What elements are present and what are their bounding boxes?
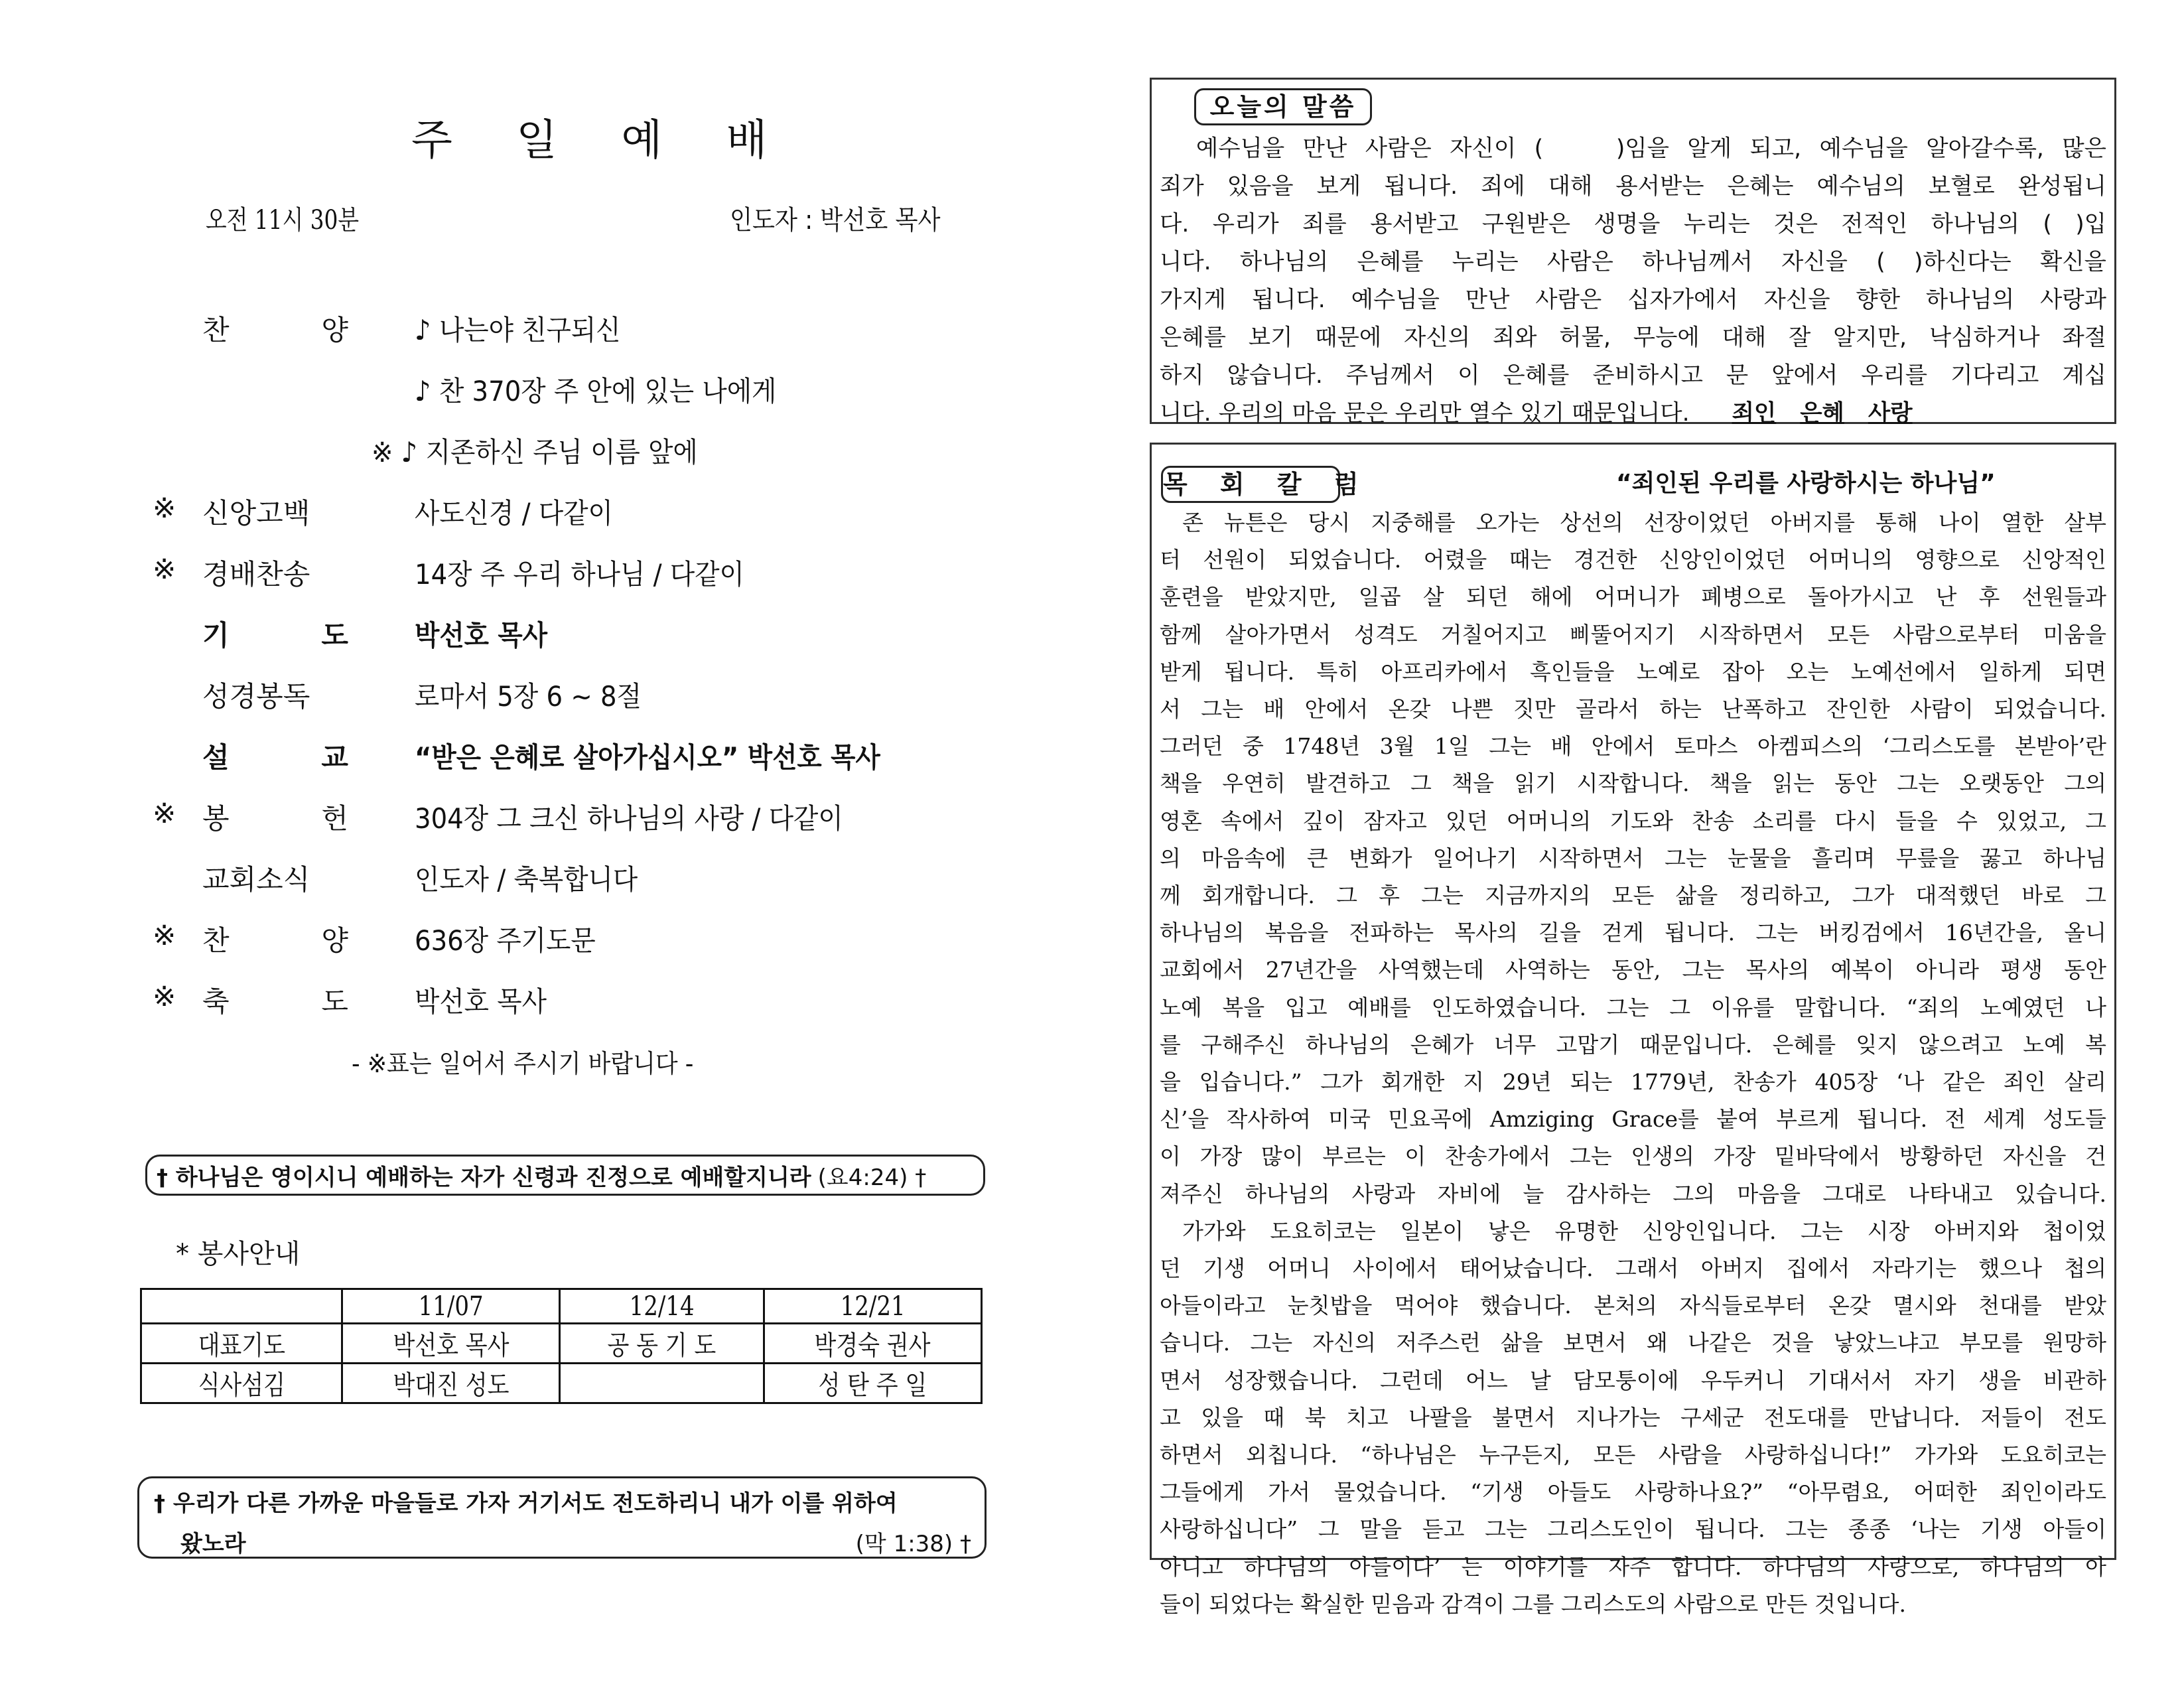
text-line: 니다. 하나님의 은혜를 누리는 사람은 하나님께서 자신을 ( )하신다는 확신을 [1160,249,2106,275]
text-line: 하면서 외칩니다. “하나님은 누구든지, 모든 사람을 사랑하십니다!” 가가와 도요히코는 [1160,1442,2106,1468]
table-row [141,1364,982,1403]
keyword: 죄인 [1732,400,1777,427]
stand-mark: ※ [153,797,176,829]
table-cell: 대표기도 [141,1324,342,1364]
table-cell: 박선호 목사 [342,1324,560,1364]
pastoral-column-tag: 목 회 칼 럼 [1161,466,1340,503]
table-cell: 성 탄 주 일 [764,1364,981,1403]
verse-text-continued: 왔노라 [180,1531,246,1557]
verse-box-mark [137,1476,987,1559]
text-line: 그들에게 가서 물었습니다. “기생 아들도 사랑하나요?” “아무렴요, 어떠한 죄인이라도 [1160,1479,2106,1506]
order-item [153,309,1048,370]
text-line: 가지게 됩니다. 예수님을 만난 사람은 십자가에서 자신을 향한 하나님의 사랑과 [1160,287,2106,313]
order-value: 636장 주기도문 [415,924,596,957]
stand-mark: ※ [372,436,393,468]
text-line: 사랑하십니다” 그 말을 듣고 그는 그리스도인이 됩니다. 그는 종종 ‘나는 기생 아들이 [1160,1516,2106,1543]
text-line: 니다. 우리의 마음 문은 우리만 열수 있기 때문입니다. 죄인 은혜 사랑 [1160,395,2106,433]
text-line: 함께 살아가면서 성격도 거칠어지고 삐뚤어지기 시작하면서 모든 사람으로부터 미움을 [1160,621,2106,648]
table-cell: 공 동 기 도 [560,1324,764,1364]
order-item [153,431,1048,492]
order-value: ♪ 나는야 친구되신 [415,314,621,346]
order-value: 14장 주 우리 하나님 / 다같이 [415,558,744,591]
todays-word-box [1150,78,2116,427]
text-line: 던 기생 어머니 사이에서 태어났습니다. 그래서 아버지 집에서 자라기는 했으나 첩의 [1160,1255,2106,1282]
order-value: 사도신경 / 다같이 [415,497,613,529]
text-line: 이 가장 많이 부르는 이 찬송가에서 그는 인생의 가장 밑바닥에서 방황하던 자신을 건 [1160,1143,2106,1170]
order-item [153,553,1048,614]
service-guide-table [140,1288,983,1404]
todays-word-text [1160,130,2106,433]
table-cell [560,1364,764,1403]
order-label: 찬 양 [202,924,348,957]
worship-time: 오전 11시 30분 [206,205,360,236]
text-line: 예수님을 만난 사람은 자신이 ( )임을 알게 되고, 예수님을 알아갈수록, 많은 [1160,135,2106,162]
text-line: 을 입습니다.” 그가 회개한 지 29년 되는 1779년, 찬송가 405장 ‘나 같은 죄인 살리 [1160,1069,2106,1095]
stand-mark: ※ [153,980,176,1013]
table-header-cell [141,1289,342,1324]
table-row [141,1324,982,1364]
text-line: 들이 되었다는 확실한 믿음과 감격이 그를 그리스도의 사람으로 만든 것입니다. [1160,1590,1906,1617]
order-label: 경배찬송 [202,558,310,591]
order-item [153,858,1048,919]
text-line: 하지 않습니다. 주님께서 이 은혜를 준비하시고 문 앞에서 우리를 기다리고 계십 [1160,362,2106,389]
stand-mark: ※ [153,919,176,952]
table-header-cell: 12/14 [560,1289,764,1324]
text-line: 아니고 하나님의 아들이다’ 는 이야기를 자주 합니다. 하나님의 사랑으로, 하나님의 아 [1160,1553,2106,1580]
text-line: 하나님의 복음을 전파하는 목사의 길을 걷게 됩니다. 그는 버킹검에서 16년간을, 올니 [1160,920,2106,946]
text-line: 그러던 중 1748년 3월 1일 그는 배 안에서 토마스 아켐피스의 ‘그리스도를 본받아’란 [1160,733,2106,760]
order-value: 박선호 목사 [415,619,548,652]
order-label: 신앙고백 [202,497,310,529]
service-guide-heading: * 봉사안내 [176,1239,301,1269]
order-value: 박선호 목사 [415,985,547,1018]
order-value: ※ ♪ 지존하신 주님 이름 앞에 [372,436,698,468]
order-value: 304장 그 크신 하나님의 사랑 / 다같이 [415,802,843,835]
text-line: 의 마음속에 큰 변화가 일어나기 시작하면서 그는 눈물을 흘리며 무릎을 꿇고 하나님 [1160,845,2106,871]
verse-box-john [145,1155,985,1196]
order-label: 설 교 [202,741,348,774]
text-line: 신’을 작사하여 미국 민요곡에 Amziging Grace를 붙여 부르게 됩니다. 전 세계 성도들 [1160,1106,2106,1133]
text-line: 은혜를 보기 때문에 자신의 죄와 허물, 무능에 대해 잘 알지만, 낙심하거나 좌절 [1160,324,2106,351]
text-line: 영혼 속에서 깊이 잠자고 있던 어머니의 기도와 찬송 소리를 다시 들을 수 있었고, 그 [1160,808,2106,834]
text-line: 를 구해주신 하나님의 은혜가 너무 고맙기 때문입니다. 은혜를 잊지 않으려고 노예 복 [1160,1031,2106,1058]
verse-reference: (막 1:38) † [855,1531,971,1557]
column-text [1160,504,2106,1623]
order-of-worship [153,309,1048,1041]
keyword: 사랑 [1868,400,1913,427]
order-value: 로마서 5장 6 ~ 8절 [415,680,642,713]
verse-reference: (요4:24) † [817,1164,927,1191]
order-value: ♪ 찬 370장 주 안에 있는 나에게 [415,375,777,407]
keyword: 은혜 [1800,400,1844,427]
order-item [153,492,1048,553]
text-line: 가가와 도요히코는 일본이 낳은 유명한 신앙인입니다. 그는 시장 아버지와 첩이었 [1182,1218,2106,1244]
text-line: 습니다. 그는 자신의 저주스런 삶을 보면서 왜 나같은 것을 낳았느냐고 부모를 원망하 [1160,1330,2106,1356]
table-cell: 박대진 성도 [342,1364,560,1403]
order-label: 축 도 [202,985,348,1018]
table-cell: 박경숙 권사 [764,1324,981,1364]
todays-word-tag: 오늘의 말씀 [1194,88,1372,125]
order-item [153,797,1048,858]
order-label: 봉 헌 [202,802,348,835]
text-line: 께 회개합니다. 그 후 그는 지금까지의 모든 삶을 정리하고, 그가 대적했던 바로 그 [1160,882,2106,909]
order-value: 인도자 / 축복합니다 [415,863,638,896]
text-line: 받게 됩니다. 특히 아프리카에서 흑인들을 노예로 잡아 오는 노예선에서 일하게 되면 [1160,658,2106,685]
text-line: 교회에서 27년간을 사역했는데 사역하는 동안, 그는 목사의 예복이 아니라 평생 동안 [1160,957,2106,983]
text-line: 죄가 있음을 보게 됩니다. 죄에 대해 용서받는 은혜는 예수님의 보혈로 완성됩니 [1160,173,2106,200]
order-item [153,614,1048,675]
verse-text: † 하나님은 영이시니 예배하는 자가 신령과 진정으로 예배할지니라 [157,1164,811,1191]
order-label: 교회소식 [202,863,310,896]
page-title: 주 일 예 배 [411,116,793,165]
order-item [153,736,1048,797]
text-line: 져주신 하나님의 사랑과 자비에 늘 감사하는 그의 마음을 그대로 나타내고 있습니다. [1160,1180,2106,1207]
column-title: “죄인된 우리를 사랑하시는 하나님” [1616,470,1996,497]
order-label: 찬 양 [202,314,348,346]
order-value: “받은 은혜로 살아가십시오” 박선호 목사 [415,741,880,774]
stand-mark: ※ [153,553,176,585]
text-line: 다. 우리가 죄를 용서받고 구원받은 생명을 누리는 것은 전적인 하나님의 ( )입 [1160,211,2106,238]
order-item [153,370,1048,431]
text-line: 노예 복을 입고 예배를 인도하였습니다. 그는 그 이유를 말합니다. “죄의 노예였던 나 [1160,994,2106,1021]
table-header-row [141,1289,982,1324]
worship-leader: 인도자 : 박선호 목사 [730,205,941,236]
text-line: 훈련을 받았지만, 일곱 살 되던 해에 어머니가 폐병으로 돌아가시고 난 후 선원들과 [1160,584,2106,610]
text-line: 고 있을 때 북 치고 나팔을 불면서 지나가는 구세군 전도대를 만납니다. 저들이 전도 [1160,1404,2106,1431]
table-header-cell: 12/21 [764,1289,981,1324]
order-item [153,919,1048,980]
text-line: 존 뉴튼은 당시 지중해를 오가는 상선의 선장이었던 아버지를 통해 나이 열한 살부 [1182,510,2106,535]
table-header-cell: 11/07 [342,1289,560,1324]
stand-mark: ※ [153,492,176,524]
pastoral-column-box [1150,443,2116,1617]
order-label: 성경봉독 [202,680,310,713]
text-line: 터 선원이 되었습니다. 어렸을 때는 경건한 신앙인이었던 어머니의 영향으로 신앙적인 [1160,547,2106,573]
order-item [153,675,1048,736]
text-line: 서 그는 배 안에서 온갖 나쁜 짓만 골라서 하는 난폭하고 잔인한 사람이 되었습니다. [1160,696,2106,723]
text-line: 아들이라고 눈칫밥을 먹어야 했습니다. 본처의 자식들로부터 온갖 멸시와 천대를 받았 [1160,1293,2106,1319]
order-item [153,980,1048,1041]
table-cell: 식사섬김 [141,1364,342,1403]
order-label: 기 도 [202,619,348,652]
text-line: 책을 우연히 발견하고 그 책을 읽기 시작합니다. 책을 읽는 동안 그는 오랫동안 그의 [1160,770,2106,797]
verse-text: † 우리가 다른 가까운 마을들로 가자 거기서도 전도하리니 내가 이를 위하여 [154,1490,898,1517]
text-line: 면서 성장했습니다. 그런데 어느 날 담모퉁이에 우두커니 기대서서 자기 생을 비관하 [1160,1367,2106,1393]
stand-note: - ※표는 일어서 주시기 바랍니다 - [352,1049,694,1078]
